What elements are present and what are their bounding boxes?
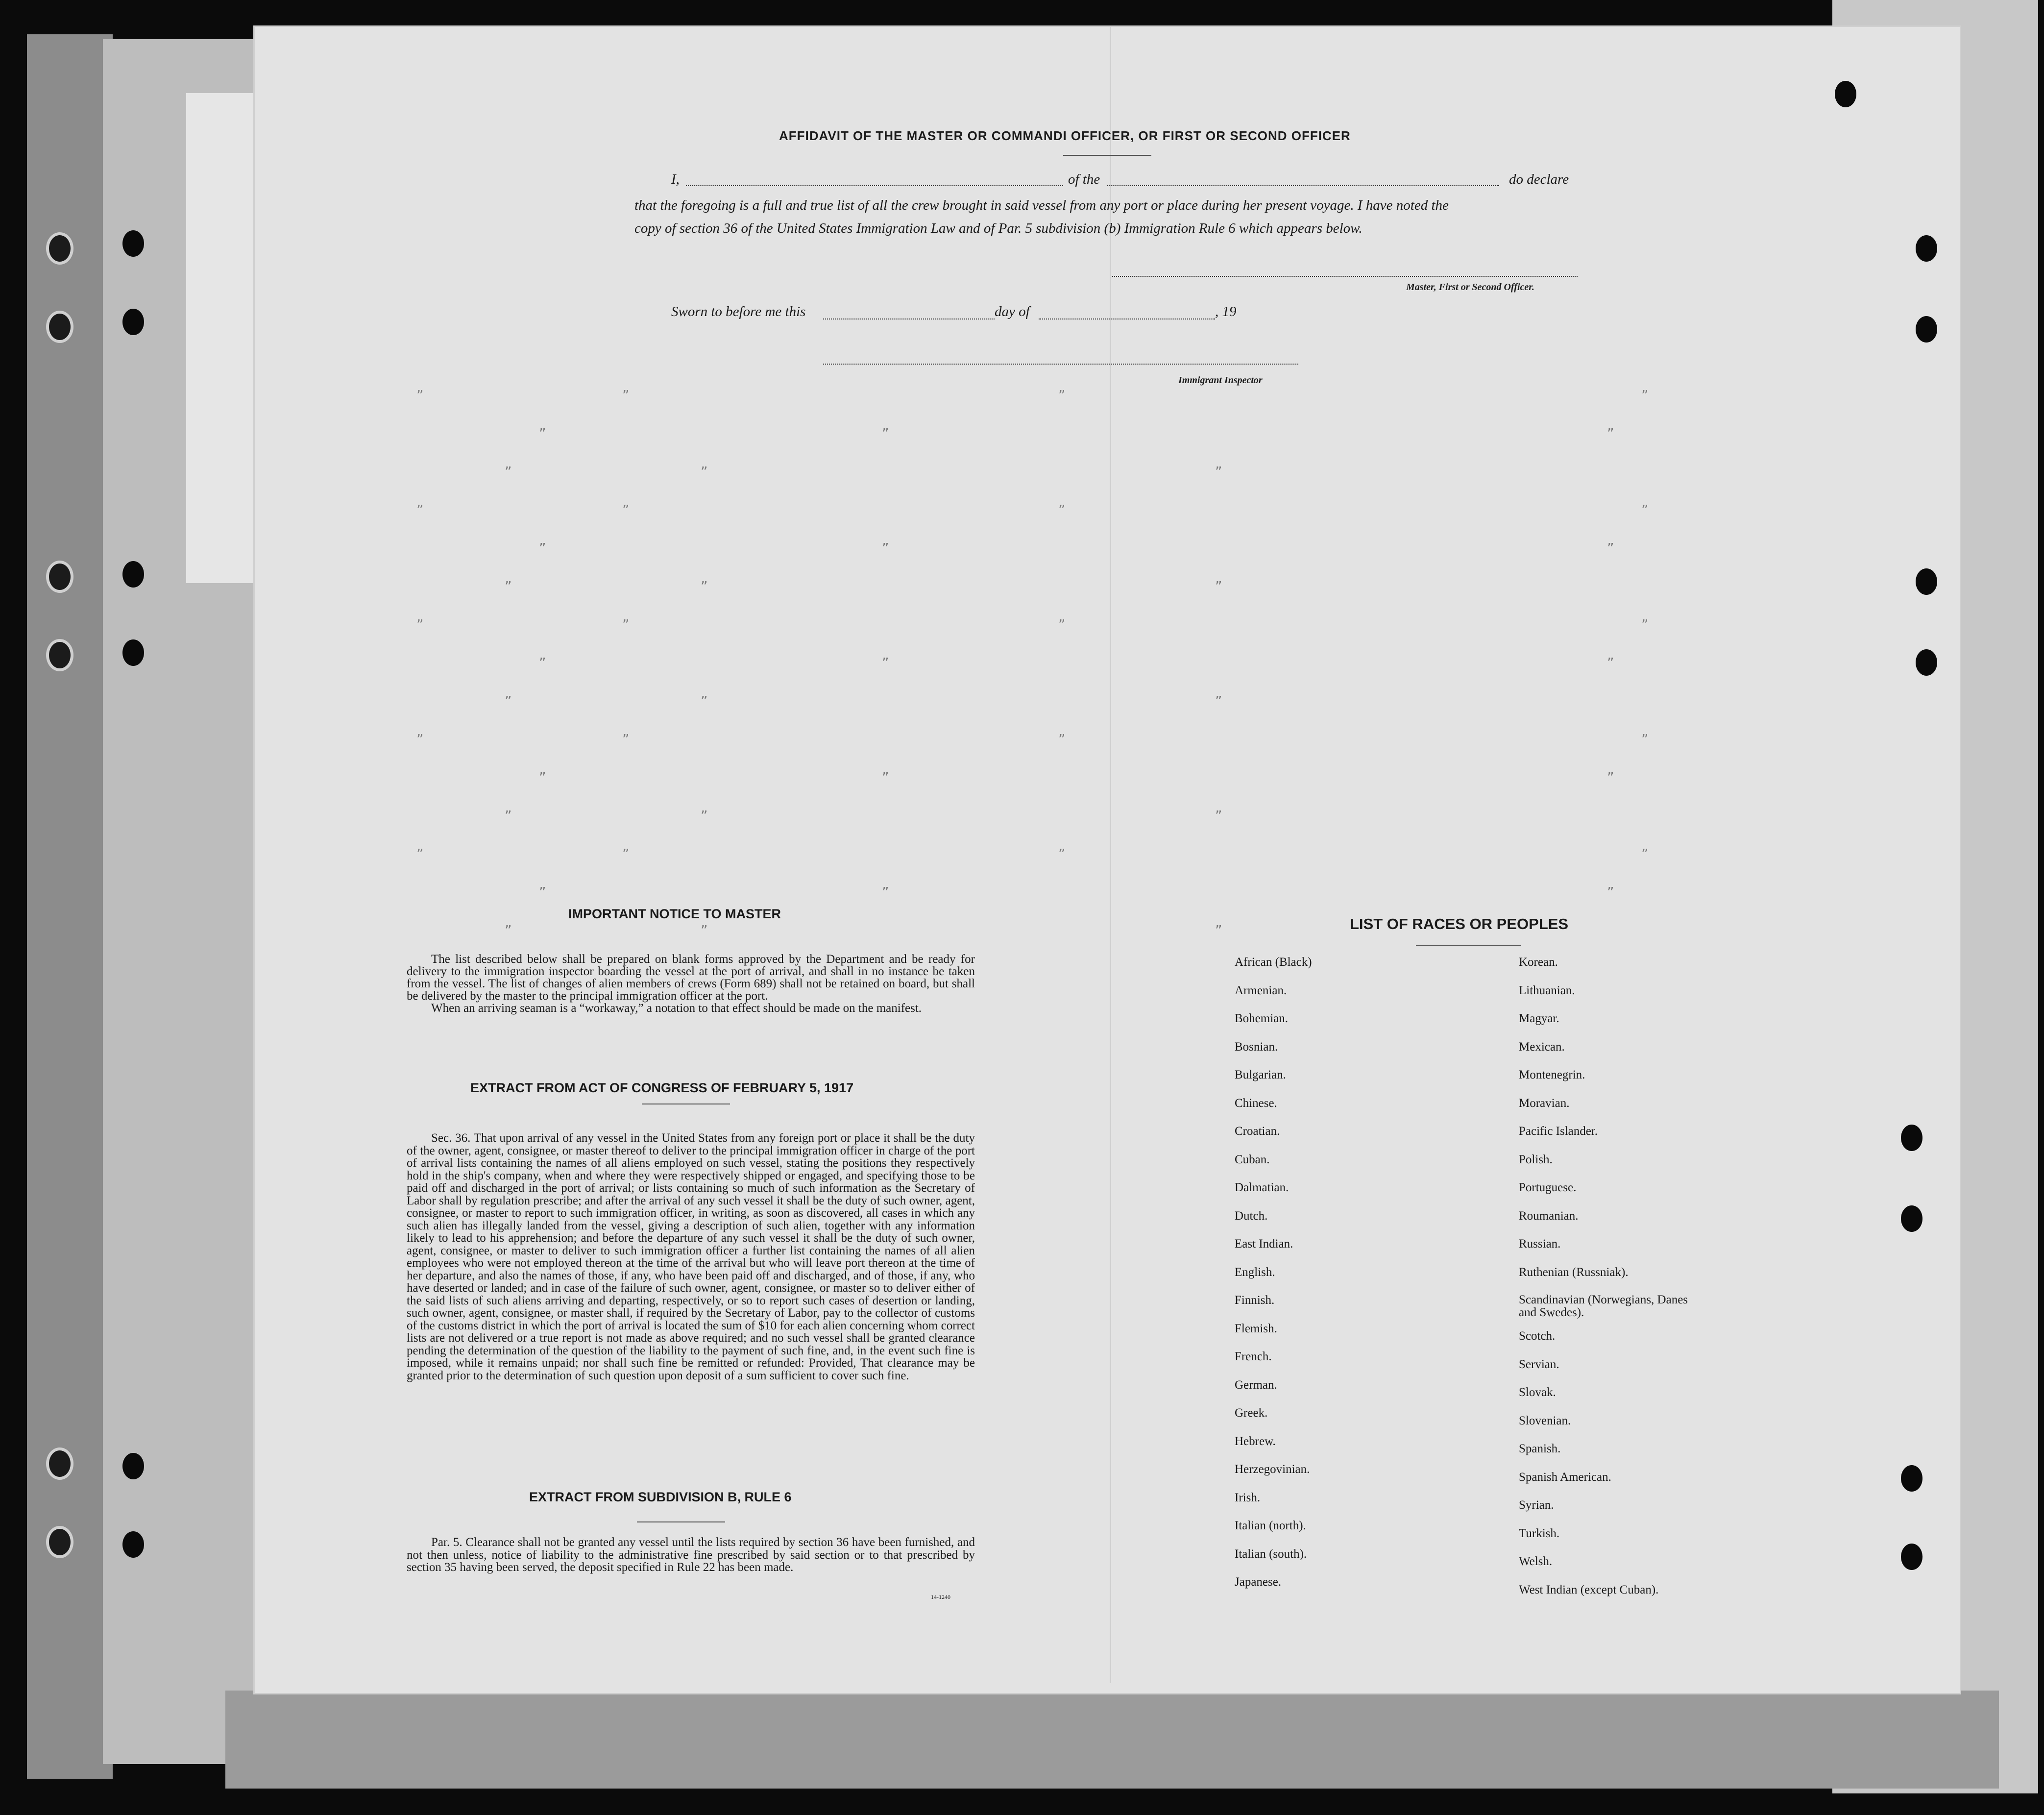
affidavit-title: AFFIDAVIT OF THE MASTER OR COMMANDI OFFICER, OR FIRST OR SECOND OFFICER [779,128,1351,143]
race-entry: Slovenian. [1519,1414,1571,1427]
notice-paragraph-1: The list described below shall be prepared on blank forms approved by the Department and be ready for delivery to the immigration inspector boarding the vessel at the port of arrival, and shall in no instance be taken from the vessel. The list of changes of alien members of crews (Form 689) shall not be retained on board, but shall be delivered by the master to the principal immigration officer at the port. [407,953,975,1003]
binder-hole [1916,316,1937,343]
ditto-mark: ” [1058,846,1066,862]
ditto-mark: ” [622,616,630,633]
race-entry: Bulgarian. [1235,1068,1286,1081]
ditto-mark: ” [701,922,708,938]
race-entry: Magyar. [1519,1012,1559,1025]
binder-edge [27,34,113,1779]
ditto-mark: ” [505,922,512,938]
binder-hole [49,1529,71,1555]
binder-hole [49,642,71,668]
affidavit-line-3: copy of section 36 of the United States Immigration Law and of Par. 5 subdivision (b) Immigration Rule 6 which appears below. [634,221,1363,236]
ditto-mark: ” [505,693,512,709]
race-entry: Italian (north). [1235,1519,1306,1532]
ditto-mark: ” [416,502,424,518]
ditto-mark: ” [1641,846,1649,862]
ditto-mark: ” [539,655,546,671]
title-rule [1063,155,1151,156]
race-entry: Bosnian. [1235,1040,1278,1054]
race-entry: Dalmatian. [1235,1181,1289,1194]
ditto-mark: ” [622,502,630,518]
race-entry: Servian. [1519,1357,1559,1371]
sworn-day-of-label: day of [995,304,1030,319]
ditto-mark: ” [1215,922,1222,938]
race-entry: Spanish. [1519,1442,1561,1455]
race-entry: Pacific Islander. [1519,1125,1598,1138]
ditto-mark: ” [1215,578,1222,594]
affidavit-of-the-label: of the [1068,172,1100,187]
inspector-signature-label: Immigrant Inspector [1178,375,1263,386]
race-entry: Polish. [1519,1153,1553,1166]
race-entry: Armenian. [1235,983,1287,997]
binder-hole [122,230,144,257]
par-5-text: Par. 5. Clearance shall not be granted any vessel until the lists required by section 36 have been furnished, and not then unless, notice of liability to the administrative fine prescribed by said section or to that prescribed by section 35 having been served, the deposit specified in Rule 22 has been made. [407,1536,975,1574]
binder-hole [49,235,71,262]
notice-title: IMPORTANT NOTICE TO MASTER [568,907,781,921]
ditto-mark: ” [622,387,630,403]
ditto-mark: ” [1215,808,1222,824]
race-entry: Chinese. [1235,1096,1277,1110]
binder-hole [1901,1544,1922,1570]
race-entry: English. [1235,1265,1275,1279]
binder-hole [49,314,71,340]
extract-rule-title: EXTRACT FROM SUBDIVISION B, RULE 6 [529,1490,792,1504]
name-blank [686,185,1063,186]
binder-hole [122,1453,144,1479]
race-entry: West Indian (except Cuban). [1519,1583,1659,1596]
race-entry: Italian (south). [1235,1547,1307,1561]
extract-act-body [407,1132,975,1382]
race-entry: Scotch. [1519,1329,1556,1343]
ditto-mark: ” [1641,502,1649,518]
master-signature-label: Master, First or Second Officer. [1406,282,1534,293]
ditto-mark: ” [539,769,546,785]
underlying-sheet-bottom [225,1691,1999,1789]
binder-hole [1901,1125,1922,1151]
race-entry: Ruthenian (Russniak). [1519,1265,1629,1279]
binder-hole [122,561,144,588]
binder-hole [1835,81,1856,107]
race-entry: Portuguese. [1519,1181,1577,1194]
race-entry: Cuban. [1235,1153,1270,1166]
ditto-mark: ” [505,578,512,594]
binder-hole [1916,568,1937,595]
ditto-mark: ” [701,464,708,480]
binder-hole [1901,1205,1922,1232]
race-entry: Roumanian. [1519,1209,1579,1223]
vessel-blank [1107,185,1499,186]
ditto-mark: ” [701,578,708,594]
race-entry: Bohemian. [1235,1012,1289,1025]
ditto-mark: ” [1607,769,1614,785]
section-36-text: Sec. 36. That upon arrival of any vessel in the United States from any foreign port or place it shall be the duty of the owner, agent, consignee, or master thereof to deliver to the principal immigration officer in charge of the port of arrival lists containing the names of all aliens employed on such vessel, stating the positions they respectively hold in the ship's company, when and where they were respectively shipped or engaged, and specifying those to be paid off and discharged in the port of arrival; or lists containing so much of such information as the Secretary of Labor shall by regulation prescribe; and after the arrival of any such vessel it shall be the duty of such owner, agent, consignee, or master to report to such immigration officer, in writing, as soon as discovered, all cases in which any such alien has illegally landed from the vessel, giving a description of such alien, together with any information likely to lead to his apprehension; and before the departure of any such vessel it shall be the duty of such owner, agent, consignee, or master to deliver to such immigration officer a further list containing the names of all alien employees who were not employed thereon at the time of the arrival but who will leave port thereon at the time of her departure, and also the names of those, if any, who have been paid off and discharged, and of those, if any, who have deserted or landed; and in case of the failure of such owner, agent, consignee, or master so to deliver either of the said lists of such aliens arriving and departing, respectively, or so to report such cases of desertion or landing, such owner, agent, consignee, or master shall, if required by the Secretary of Labor, pay to the collector of customs of the customs district in which the port of arrival is located the sum of $10 for each alien concerning whom correct lists are not delivered or a true report is not made as above required; and no such vessel shall be granted clearance pending the determination of the question of the liability to the payment of such fine, and, in the event such fine is imposed, while it remains unpaid; nor shall such fine be remitted or refunded: Provided, That clearance may be granted prior to the determination of such question upon deposit of a sum sufficient to cover such fine. [407,1131,975,1382]
race-entry: African (Black) [1235,956,1312,969]
race-entry: Japanese. [1235,1575,1282,1589]
sworn-label: Sworn to before me this [671,304,806,319]
ditto-mark: ” [539,540,546,556]
section-rule [637,1521,725,1522]
races-title: LIST OF RACES OR PEOPLES [1350,915,1569,932]
binder-hole [122,309,144,335]
ditto-mark: ” [882,540,889,556]
race-entry: Croatian. [1235,1125,1280,1138]
ditto-mark: ” [882,769,889,785]
affidavit-declare-label: do declare [1509,172,1569,187]
ditto-mark: ” [882,425,889,441]
extract-rule-body [407,1536,975,1574]
ditto-mark: ” [416,387,424,403]
race-entry: Irish. [1235,1491,1261,1504]
ditto-mark: ” [622,846,630,862]
race-entry: Hebrew. [1235,1434,1276,1448]
affidavit-line-2: that the foregoing is a full and true list of all the crew brought in said vessel from any port or place during her present voyage. I have noted the [634,197,1449,213]
ditto-mark: ” [1607,655,1614,671]
race-entry: Turkish. [1519,1526,1560,1540]
race-entry: Mexican. [1519,1040,1565,1054]
race-entry: Dutch. [1235,1209,1268,1223]
notice-paragraph-2: When an arriving seaman is a “workaway,” a notation to that effect should be made on the manifest. [431,1002,922,1015]
master-signature-line [1112,276,1578,277]
race-entry: Moravian. [1519,1096,1570,1110]
race-entry: Montenegrin. [1519,1068,1585,1081]
race-entry: Finnish. [1235,1294,1275,1307]
race-entry: Welsh. [1519,1555,1553,1568]
ditto-mark: ” [701,693,708,709]
ditto-mark: ” [701,808,708,824]
ditto-mark: ” [505,464,512,480]
ditto-mark: ” [505,808,512,824]
race-entry: Lithuanian. [1519,983,1575,997]
ditto-mark: ” [1641,616,1649,633]
race-entry: East Indian. [1235,1237,1293,1251]
inspector-signature-line [823,364,1298,365]
ditto-mark: ” [1607,425,1614,441]
form-number: 14-1240 [931,1594,950,1600]
race-entry: Slovak. [1519,1386,1556,1399]
binder-hole [1916,235,1937,262]
ditto-mark: ” [882,884,889,900]
ditto-mark: ” [1641,387,1649,403]
extract-act-title: EXTRACT FROM ACT OF CONGRESS OF FEBRUARY 5, 1917 [470,1080,854,1095]
binder-hole [122,639,144,666]
ditto-mark: ” [1058,502,1066,518]
races-rule [1416,945,1521,946]
ditto-mark: ” [1641,731,1649,747]
race-entry: Korean. [1519,956,1558,969]
ditto-mark: ” [1607,540,1614,556]
race-entry: Spanish American. [1519,1470,1611,1484]
binder-hole [1916,649,1937,676]
notice-body [407,953,975,1014]
ditto-mark: ” [1058,616,1066,633]
ditto-mark: ” [1607,884,1614,900]
affidavit-i-label: I, [671,172,680,187]
ditto-mark: ” [539,425,546,441]
ditto-mark: ” [622,731,630,747]
race-entry: Russian. [1519,1237,1561,1251]
race-entry: Flemish. [1235,1322,1277,1335]
binder-hole [49,1450,71,1477]
binder-hole [1901,1465,1922,1492]
race-entry: French. [1235,1350,1272,1363]
page-fold [1110,27,1111,1683]
ditto-mark: ” [416,846,424,862]
ditto-mark: ” [416,731,424,747]
ditto-mark: ” [1058,731,1066,747]
ditto-mark: ” [539,884,546,900]
ditto-mark: ” [1215,464,1222,480]
ditto-mark: ” [416,616,424,633]
binder-hole [122,1531,144,1558]
race-entry: German. [1235,1378,1277,1392]
binder-hole [49,564,71,590]
race-entry: Greek. [1235,1406,1268,1420]
race-entry: Syrian. [1519,1498,1554,1512]
manifest-page [255,27,1960,1693]
ditto-mark: ” [1058,387,1066,403]
ditto-mark: ” [1215,693,1222,709]
race-entry: Herzegovinian. [1235,1463,1310,1476]
race-entry: Scandinavian (Norwegians, Danes and Swedes). [1519,1293,1688,1319]
sworn-year-label: , 19 [1215,304,1237,319]
ditto-mark: ” [882,655,889,671]
